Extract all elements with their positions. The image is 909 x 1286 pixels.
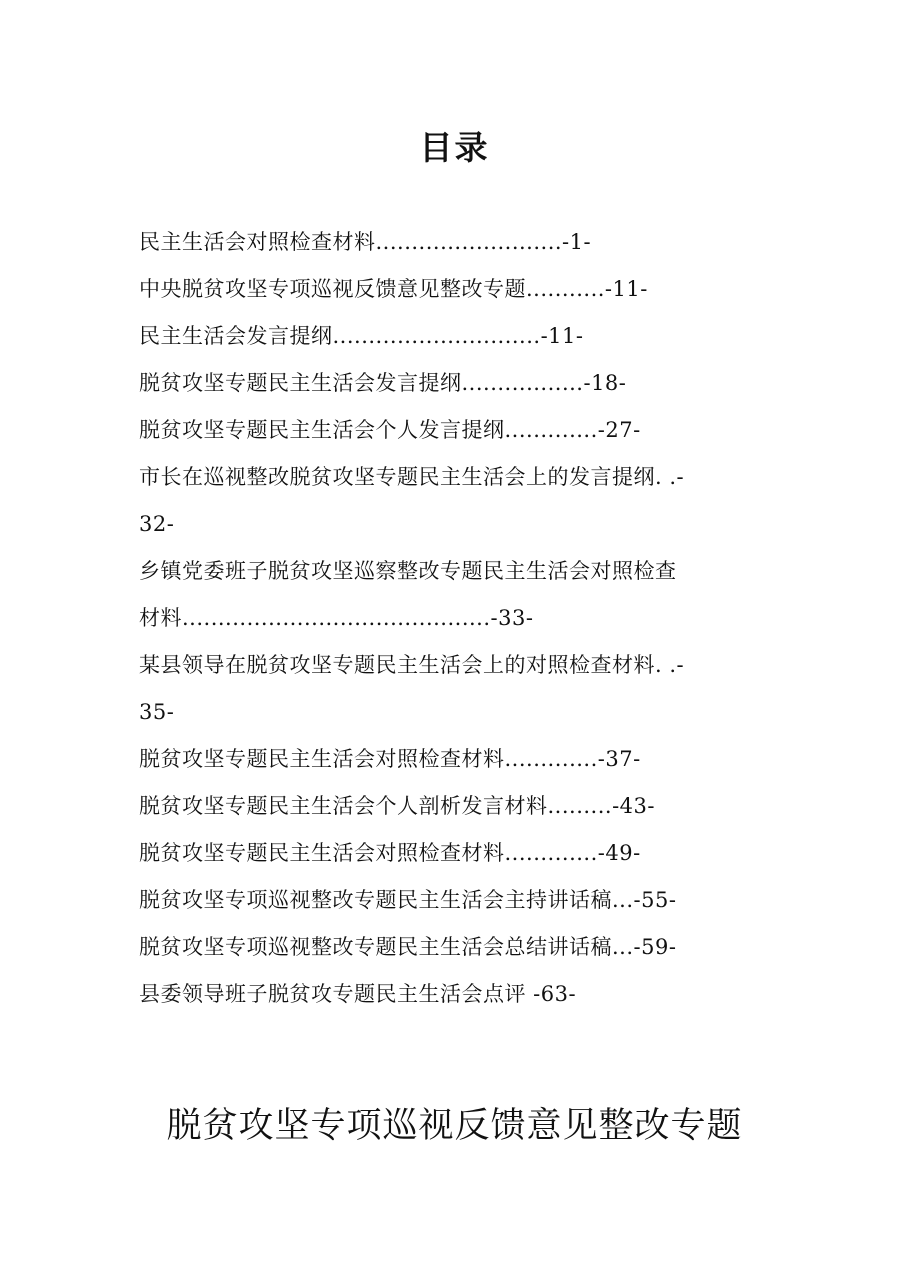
table-of-contents [139, 222, 771, 1021]
toc-line: 市长在巡视整改脱贫攻坚专题民主生活会上的发言提纲. .- [139, 465, 685, 489]
toc-line: 某县领导在脱贫攻坚专题民主生活会上的对照检查材料. .- [139, 653, 685, 677]
toc-line: 县委领导班子脱贫攻专题民主生活会点评 -63- [139, 982, 577, 1006]
toc-line: 乡镇党委班子脱贫攻坚巡察整改专题民主生活会对照检查 [139, 559, 677, 583]
toc-line: 32- [139, 512, 175, 536]
toc-line: 民主生活会发言提纲.............................-11- [139, 324, 584, 348]
toc-line: 脱贫攻坚专题民主生活会个人发言提纲.............-27- [139, 418, 641, 442]
toc-line: 材料...........................................-33- [139, 606, 534, 630]
toc-line: 35- [139, 700, 175, 724]
toc-line: 民主生活会对照检查材料..........................-1- [139, 230, 592, 254]
toc-line: 脱贫攻坚专题民主生活会个人剖析发言材料.........-43- [139, 794, 655, 818]
toc-line: 脱贫攻坚专题民主生活会对照检查材料.............-37- [139, 747, 641, 771]
toc-line: 脱贫攻坚专题民主生活会发言提纲.................-18- [139, 371, 627, 395]
toc-line: 脱贫攻坚专题民主生活会对照检查材料.............-49- [139, 841, 641, 865]
toc-line: 中央脱贫攻坚专项巡视反馈意见整改专题...........-11- [139, 277, 648, 301]
toc-title: 目录 [419, 128, 490, 167]
toc-line: 脱贫攻坚专项巡视整改专题民主生活会主持讲话稿...-55- [139, 888, 677, 912]
section-heading: 脱贫攻坚专项巡视反馈意见整改专题 [166, 1106, 743, 1146]
toc-line: 脱贫攻坚专项巡视整改专题民主生活会总结讲话稿...-59- [139, 935, 677, 959]
